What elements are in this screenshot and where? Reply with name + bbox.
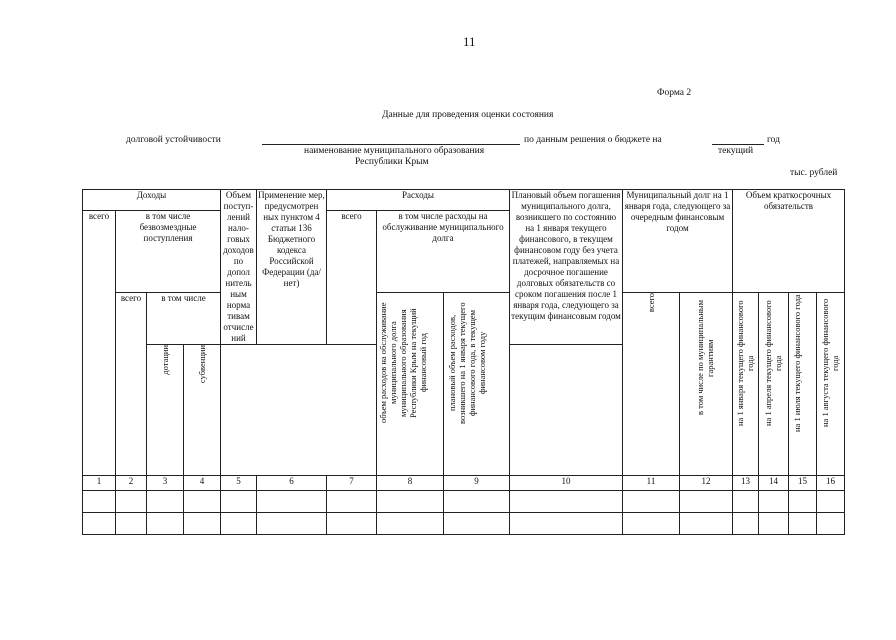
header-incl: в том числе — [147, 292, 221, 345]
data-cell[interactable] — [221, 491, 257, 513]
col-number-8: 8 — [377, 476, 444, 491]
col-number-15: 15 — [789, 476, 817, 491]
data-cell[interactable] — [377, 513, 444, 535]
data-cell[interactable] — [680, 491, 733, 513]
data-cell[interactable] — [444, 513, 510, 535]
page-number: 11 — [463, 34, 476, 49]
col-number-9: 9 — [444, 476, 510, 491]
data-cell[interactable] — [789, 513, 817, 535]
data-cell[interactable] — [759, 513, 789, 535]
data-cell[interactable] — [147, 513, 184, 535]
data-cell[interactable] — [759, 491, 789, 513]
col-number-6: 6 — [257, 476, 327, 491]
data-cell[interactable] — [680, 513, 733, 535]
municipality-name-line — [262, 144, 520, 145]
current-year-caption: текущий — [718, 146, 754, 156]
data-cell[interactable] — [327, 513, 377, 535]
header-dotations: дотации — [147, 345, 184, 476]
data-cell[interactable] — [623, 491, 680, 513]
header-expenses: Расходы — [327, 190, 510, 211]
data-cell[interactable] — [510, 491, 623, 513]
data-cell[interactable] — [257, 491, 327, 513]
header-short-term-jul: на 1 июля текущего финансового года — [789, 292, 817, 476]
data-cell[interactable] — [789, 491, 817, 513]
col-number-10: 10 — [510, 476, 623, 491]
header-debt-total: всего — [623, 292, 680, 476]
data-cell[interactable] — [623, 513, 680, 535]
debt-assessment-table — [82, 189, 845, 535]
header-expenses-service-rk: объем расходов на обслуживание муниципального долга муниципального образования Республики Крым на текущий финансовый год — [377, 292, 444, 476]
col-number-16: 16 — [817, 476, 845, 491]
header-expenses-total: всего — [327, 211, 377, 345]
col-number-4: 4 — [184, 476, 221, 491]
document-title: Данные для проведения оценки состояния — [382, 110, 554, 120]
col-number-13: 13 — [733, 476, 759, 491]
header-expenses-service: в том числе расходы на обслуживание муниципального долга — [377, 211, 510, 293]
header-repayment: Плановый объем погашения муниципального долга, возникшего по состоянию на 1 января текущего финансового, в текущем финансовом году без учета платежей, направляемых на досрочное погашение долговых обязательств со сроком погашения после 1 января года, следующего за текущим финансовым годом — [510, 190, 623, 345]
units-label: тыс. рублей — [790, 168, 838, 178]
municipality-caption: наименование муниципального образования — [304, 146, 485, 156]
header-gratuitous: в том числе безвозмездные поступления — [116, 211, 221, 293]
data-cell[interactable] — [817, 491, 845, 513]
form-label: Форма 2 — [657, 88, 692, 98]
data-cell[interactable] — [83, 491, 116, 513]
header-application: Применение мер, предусмотрен ных пунктом 4 статьи 136 Бюджетного кодекса Российской Федерации (да/нет) — [257, 190, 327, 345]
debt-sustainability-label: долговой устойчивости — [126, 135, 221, 145]
header-municipal-debt: Муниципальный долг на 1 января года, следующего за очередным финансовым годом — [623, 190, 733, 293]
header-income-total: всего — [83, 211, 116, 476]
header-debt-guarantees: в том числе по муниципальным гарантиям — [680, 292, 733, 476]
year-line — [712, 144, 764, 145]
col-number-11: 11 — [623, 476, 680, 491]
header-short-term-apr: на 1 апреля текущего финансового года — [759, 292, 789, 476]
col-number-7: 7 — [327, 476, 377, 491]
data-cell[interactable] — [83, 513, 116, 535]
data-cell[interactable] — [147, 491, 184, 513]
data-cell[interactable] — [116, 491, 147, 513]
data-cell[interactable] — [184, 491, 221, 513]
header-short-term-jan: на 1 января текущего финансового года — [733, 292, 759, 476]
data-cell[interactable] — [733, 513, 759, 535]
data-cell[interactable] — [221, 513, 257, 535]
budget-decision-text: по данным решения о бюджете на — [524, 135, 662, 145]
header-subventions: субвенции — [184, 345, 221, 476]
data-cell[interactable] — [510, 513, 623, 535]
col-number-3: 3 — [147, 476, 184, 491]
header-gratuitous-total: всего — [116, 292, 147, 476]
data-cell[interactable] — [257, 513, 327, 535]
data-cell[interactable] — [116, 513, 147, 535]
col-number-1: 1 — [83, 476, 116, 491]
header-short-term-aug: на 1 августа текущего финансового года — [817, 292, 845, 476]
col-number-12: 12 — [680, 476, 733, 491]
header-short-term: Объем краткосрочных обязательств — [733, 190, 845, 293]
col-number-14: 14 — [759, 476, 789, 491]
republic-caption: Республики Крым — [355, 157, 429, 167]
col-number-2: 2 — [116, 476, 147, 491]
data-cell[interactable] — [733, 491, 759, 513]
data-cell[interactable] — [327, 491, 377, 513]
header-income: Доходы — [83, 190, 221, 211]
data-cell[interactable] — [444, 491, 510, 513]
table-row — [83, 513, 845, 535]
year-suffix: год — [767, 135, 780, 145]
data-cell[interactable] — [817, 513, 845, 535]
col-number-5: 5 — [221, 476, 257, 491]
header-tax-volume: Объем поступ-лений нало-говых доходов по допол нитель ным норма тивам отчисле ний — [221, 190, 257, 345]
table-row — [83, 491, 845, 513]
data-cell[interactable] — [377, 491, 444, 513]
data-cell[interactable] — [184, 513, 221, 535]
header-expenses-planned: плановый объем расходов, возникшего на 1 января текущего финансового года, в текущем финансовом году — [444, 292, 510, 476]
